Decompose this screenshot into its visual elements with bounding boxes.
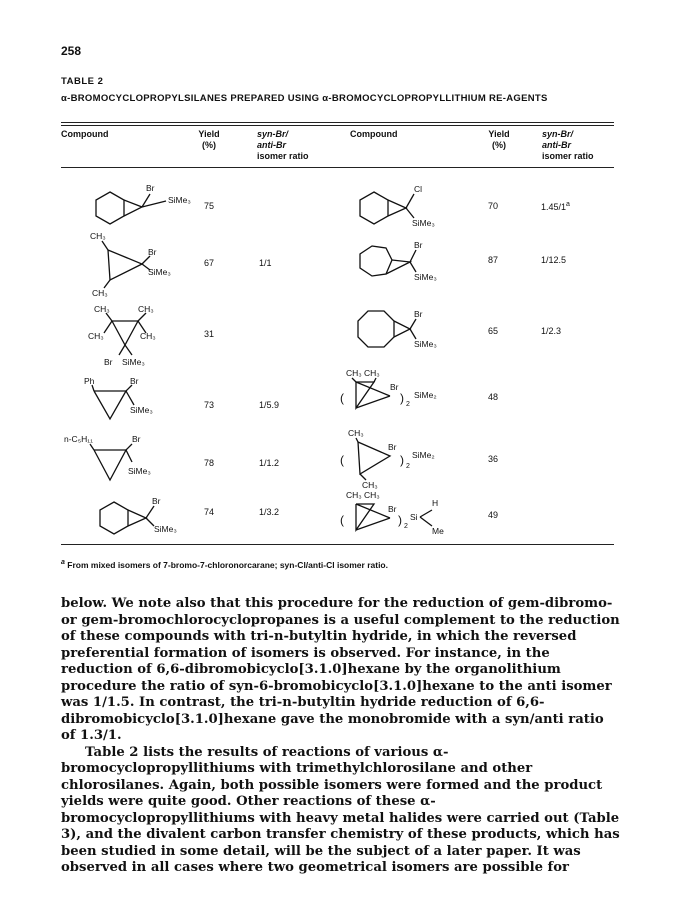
label-cl: Cl bbox=[414, 184, 423, 194]
header-yield bbox=[191, 129, 227, 151]
header-yield-line2: (%) bbox=[202, 140, 216, 150]
cyclopropane-edges bbox=[124, 200, 142, 216]
right-yield-6: 49 bbox=[488, 510, 499, 520]
label-sime2: SiMe₂ bbox=[414, 390, 437, 400]
label-sime3: SiMe₃ bbox=[130, 405, 153, 415]
footnote-text: From mixed isomers of 7-bromo-7-chloronorcarane; syn-Cl/anti-Cl isomer ratio. bbox=[67, 559, 388, 570]
left-yield-2: 67 bbox=[204, 258, 215, 268]
body-paragraph-1: below. We note also that this procedure for the reduction of gem-dibromo- or gem-bromochlorocyclopropanes is a useful complement to the reduction of these compounds with tri-n-butyltin hydride, in which the reversed preferential formation of isomers is observed. For instance, in the reduction of 6,6-dibromobicyclo[3.1.0]hexane by the organolithium procedure the ratio of syn-6-bromobicyclo[3.1.0]hexane to the anti isomer was 1/1.5. In contrast, the tri-n-butyltin hydride reduction of 6,6-dibromobicyclo[3.1.0]hexane gave the monobromide with a syn/anti ratio of 1.3/1. bbox=[61, 596, 620, 743]
label-ch3-a: CH₃ bbox=[346, 490, 362, 500]
label-ch3-a: CH₃ bbox=[346, 368, 362, 378]
structure-left-4 bbox=[84, 375, 194, 435]
structure-right-4 bbox=[340, 366, 480, 416]
label-br: Br bbox=[130, 376, 139, 386]
label-br: Br bbox=[388, 442, 397, 452]
table-label: TABLE 2 bbox=[61, 76, 104, 87]
label-br: Br bbox=[414, 309, 423, 319]
structure-left-3 bbox=[88, 304, 192, 371]
header-compound-2: Compound bbox=[350, 129, 398, 139]
body-paragraph-2: Table 2 lists the results of reactions of various α-bromocyclopropyllithiums with trimethylchlorosilane and other chlorosilanes. Again, both possible isomers were formed and the product yields were quite good. Other reactions of these α-bromocyclopropyllithiums with heavy metal halides were carried out (Table 3), and the divalent carbon transfer chemistry of these products, which has been studied in some detail, will be the subject of a later paper. It was observed in all cases where two geometrical isomers are possible for bbox=[61, 744, 620, 875]
left-yield-5: 78 bbox=[204, 458, 215, 468]
page-number: 258 bbox=[61, 44, 82, 58]
left-yield-6: 74 bbox=[204, 507, 215, 517]
header-ratio-line3: isomer ratio bbox=[257, 151, 309, 161]
label-ch3-4: CH₃ bbox=[140, 331, 156, 341]
label-ch3-1: CH₃ bbox=[94, 304, 110, 314]
ring-hexagon bbox=[96, 192, 124, 224]
header-bottom-rule bbox=[61, 167, 614, 168]
label-ch3-top: CH₃ bbox=[348, 428, 364, 438]
right-ratio-2: 1/12.5 bbox=[541, 255, 567, 265]
label-ch3-2: CH₃ bbox=[138, 304, 154, 314]
left-yield-3: 31 bbox=[204, 329, 215, 339]
label-sime3: SiMe₃ bbox=[154, 524, 177, 534]
label-sime3: SiMe₃ bbox=[128, 466, 151, 476]
label-sime3: SiMe₃ bbox=[414, 272, 437, 282]
label-br: Br bbox=[152, 496, 161, 506]
label-br: Br bbox=[132, 434, 141, 444]
structure-left-5 bbox=[64, 432, 184, 492]
right-yield-5: 36 bbox=[488, 454, 499, 464]
left-yield-1: 75 bbox=[204, 201, 215, 211]
label-ch3-3: CH₃ bbox=[88, 331, 104, 341]
footnote-marker: a bbox=[566, 201, 570, 208]
left-ratio-2: 1/1 bbox=[259, 258, 272, 268]
label-paren-close: ) bbox=[400, 453, 404, 467]
header-ratio2-line3: isomer ratio bbox=[542, 151, 594, 161]
label-paren-close: ) bbox=[400, 391, 404, 405]
structure-left-1 bbox=[80, 180, 190, 230]
label-ch3-bottom: CH₃ bbox=[362, 480, 378, 490]
header-ratio2-line1: syn-Br/ bbox=[542, 129, 574, 139]
right-yield-3: 65 bbox=[488, 326, 499, 336]
label-sime2: SiMe₂ bbox=[412, 450, 435, 460]
label-paren-open: ( bbox=[340, 391, 344, 405]
label-sime3: SiMe₃ bbox=[414, 339, 437, 349]
right-ratio-3: 1/2.3 bbox=[541, 326, 562, 336]
label-ch3-b: CH₃ bbox=[364, 368, 380, 378]
label-sub2: 2 bbox=[404, 523, 408, 530]
label-sime3: SiMe₃ bbox=[148, 267, 171, 277]
table-top-rule-2 bbox=[61, 125, 614, 126]
label-me: Me bbox=[432, 526, 444, 536]
label-sime3: SiMe₃ bbox=[168, 195, 191, 205]
label-sime3: SiMe₃ bbox=[412, 218, 435, 228]
label-sub2: 2 bbox=[406, 463, 410, 470]
label-paren-open: ( bbox=[340, 453, 344, 467]
label-pentyl: n-C₅H₁₁ bbox=[64, 434, 93, 444]
left-ratio-4: 1/5.9 bbox=[259, 400, 280, 410]
header-yield2-line1: Yield bbox=[488, 129, 510, 139]
header-ratio-line1: syn-Br/ bbox=[257, 129, 289, 139]
structure-left-2 bbox=[88, 230, 198, 298]
structure-right-1 bbox=[350, 180, 460, 230]
label-ch3-top: CH₃ bbox=[90, 231, 106, 241]
right-ratio-1-value: 1.45/1 bbox=[541, 202, 567, 212]
label-ch3-b: CH₃ bbox=[364, 490, 380, 500]
right-yield-4: 48 bbox=[488, 392, 499, 402]
label-h: H bbox=[432, 498, 439, 508]
structure-right-2 bbox=[350, 236, 460, 286]
header-ratio2-line2: anti-Br bbox=[542, 140, 571, 150]
header-ratio-2 bbox=[542, 129, 594, 162]
left-ratio-5: 1/1.2 bbox=[259, 458, 280, 468]
structure-right-3 bbox=[350, 303, 460, 355]
label-sub2: 2 bbox=[406, 401, 410, 408]
right-yield-2: 87 bbox=[488, 255, 499, 265]
right-ratio-1 bbox=[541, 201, 570, 212]
left-yield-4: 73 bbox=[204, 400, 215, 410]
table-top-rule bbox=[61, 122, 614, 123]
label-br: Br bbox=[148, 247, 157, 257]
label-si: Si bbox=[410, 512, 418, 522]
table-bottom-rule bbox=[61, 544, 614, 545]
label-br: Br bbox=[146, 183, 155, 193]
structure-right-6 bbox=[340, 488, 480, 540]
label-br: Br bbox=[390, 382, 399, 392]
structure-left-6 bbox=[88, 492, 198, 540]
label-br: Br bbox=[104, 357, 113, 367]
label-br: Br bbox=[388, 504, 397, 514]
header-yield2-line2: (%) bbox=[492, 140, 506, 150]
structure-right-5 bbox=[340, 426, 480, 488]
header-ratio-line2: anti-Br bbox=[257, 140, 286, 150]
table-footnote bbox=[61, 559, 388, 570]
footnote-mark: a bbox=[61, 559, 65, 566]
label-paren-open: ( bbox=[340, 513, 344, 527]
label-br: Br bbox=[414, 240, 423, 250]
left-ratio-6: 1/3.2 bbox=[259, 507, 280, 517]
table-title: α-BROMOCYCLOPROPYLSILANES PREPARED USING α-BROMOCYCLOPROPYLLITHIUM RE-AGENTS bbox=[61, 93, 548, 104]
body-text bbox=[61, 596, 621, 877]
header-yield-2 bbox=[481, 129, 517, 151]
label-ph: Ph bbox=[84, 376, 95, 386]
header-yield-line1: Yield bbox=[198, 129, 220, 139]
label-paren-close: ) bbox=[398, 513, 402, 527]
label-sime3: SiMe₃ bbox=[122, 357, 145, 367]
header-compound: Compound bbox=[61, 129, 109, 139]
header-ratio bbox=[257, 129, 309, 162]
label-ch3-bottom: CH₃ bbox=[92, 288, 108, 298]
right-yield-1: 70 bbox=[488, 201, 499, 211]
